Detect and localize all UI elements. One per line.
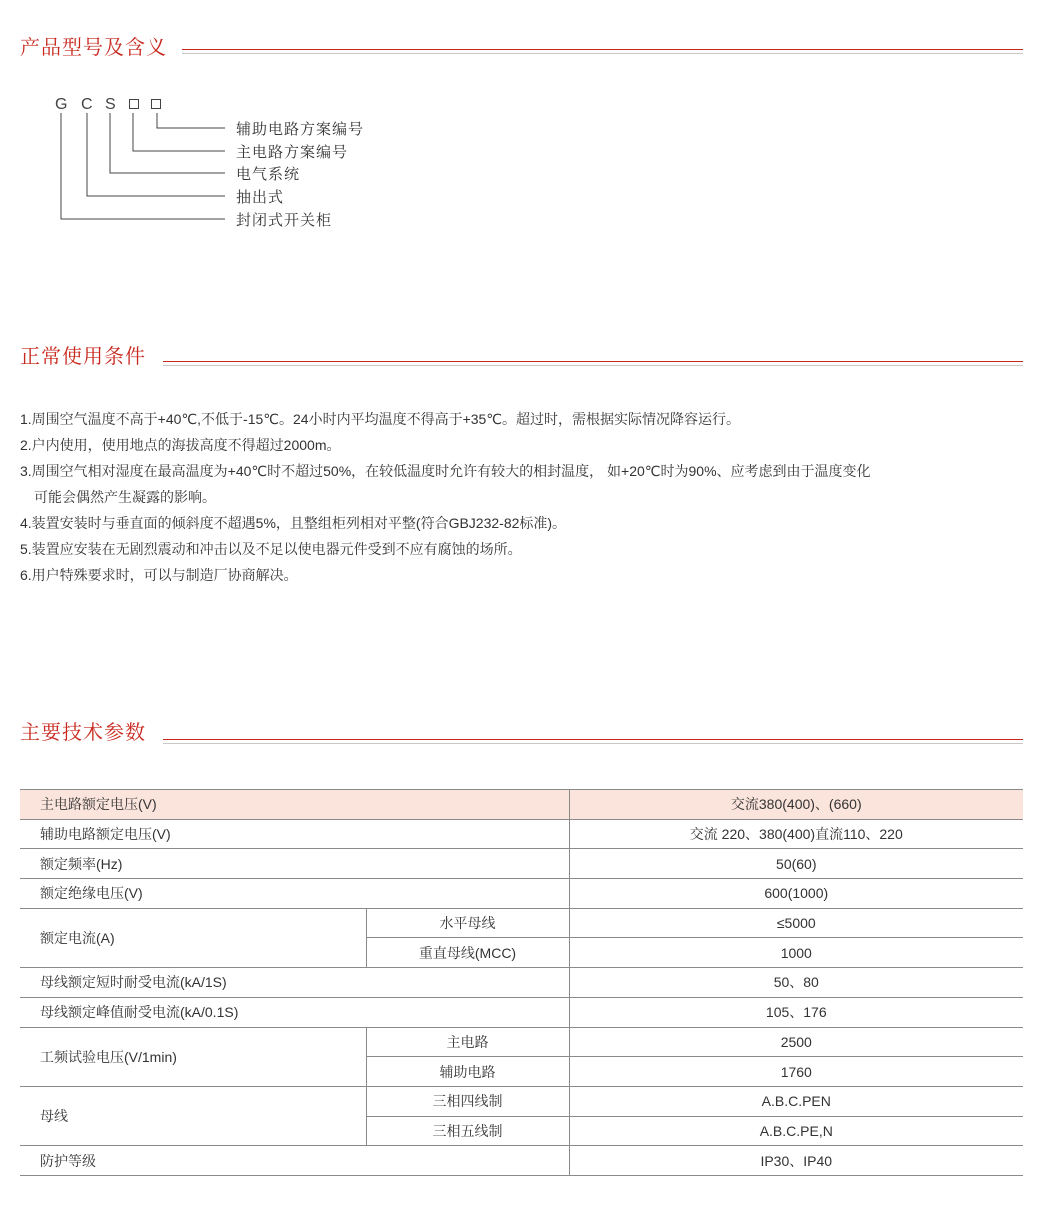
param-value: 1000 (569, 938, 1023, 968)
param-name: 主电路额定电压(V) (20, 790, 569, 820)
section-rule (163, 739, 1023, 744)
param-value: 1760 (569, 1057, 1023, 1087)
table-row (20, 879, 1023, 909)
table-row (20, 790, 1023, 820)
table-row (20, 1086, 1023, 1116)
param-name: 母线额定短时耐受电流(kA/1S) (20, 968, 569, 998)
section-title-params: 主要技术参数 (20, 720, 146, 744)
condition-item: 5.装置应安装在无剧烈震动和冲击以及不足以使电器元件受到不应有腐蚀的场所。 (20, 541, 522, 557)
table-row (20, 1027, 1023, 1057)
section-title-model: 产品型号及含义 (20, 35, 167, 59)
code-label-main-circuit: 主电路方案编号 (236, 143, 349, 161)
condition-item: 1.周围空气温度不高于+40℃,不低于-15℃。24小时内平均温度不得高于+35℃。超过时，需根据实际情况降容运行。 (20, 411, 741, 427)
param-name: 辅助电路额定电压(V) (20, 819, 569, 849)
table-row (20, 968, 1023, 998)
param-name: 额定电流(A) (20, 908, 366, 967)
param-name: 母线额定峰值耐受电流(kA/0.1S) (20, 997, 569, 1027)
param-name: 防护等级 (20, 1146, 569, 1176)
condition-item: 2.户内使用，使用地点的海拔高度不得超过2000m。 (20, 437, 341, 453)
params-table (20, 789, 1023, 1176)
param-value: 50(60) (569, 849, 1023, 879)
param-name: 母线 (20, 1086, 366, 1145)
section-title-conditions: 正常使用条件 (20, 344, 146, 368)
section-rule (182, 49, 1023, 54)
param-value: 交流 220、380(400)直流110、220 (569, 819, 1023, 849)
param-value: 105、176 (569, 997, 1023, 1027)
param-value: IP30、IP40 (569, 1146, 1023, 1176)
code-label-withdrawable: 抽出式 (236, 188, 285, 206)
table-row (20, 819, 1023, 849)
code-label-electrical-system: 电气系统 (236, 165, 301, 183)
code-connector-lines (0, 0, 240, 240)
conditions-list (20, 406, 1030, 588)
code-letter-s: S (105, 96, 116, 113)
param-value: 600(1000) (569, 879, 1023, 909)
param-sub: 三相五线制 (366, 1116, 569, 1146)
code-label-aux-circuit: 辅助电路方案编号 (236, 120, 365, 138)
param-sub: 三相四线制 (366, 1086, 569, 1116)
param-value: 50、80 (569, 968, 1023, 998)
condition-item: 4.装置安装时与垂直面的倾斜度不超遇5%，且整组柜列相对平整(符合GBJ232-82标准)。 (20, 515, 567, 531)
code-letter-g: G (55, 96, 68, 113)
param-value: A.B.C.PE,N (569, 1116, 1023, 1146)
param-value: 2500 (569, 1027, 1023, 1057)
code-label-enclosed-switchgear: 封闭式开关柜 (236, 211, 333, 229)
table-row (20, 849, 1023, 879)
param-name: 额定绝缘电压(V) (20, 879, 569, 909)
param-sub: 重直母线(MCC) (366, 938, 569, 968)
section-rule (163, 361, 1023, 366)
param-sub: 水平母线 (366, 908, 569, 938)
param-value: A.B.C.PEN (569, 1086, 1023, 1116)
param-sub: 主电路 (366, 1027, 569, 1057)
param-value: 交流380(400)、(660) (569, 790, 1023, 820)
param-name: 额定频率(Hz) (20, 849, 569, 879)
condition-item: 3.周围空气相对湿度在最高温度为+40℃时不超过50%，在较低温度时允许有较大的相封温度， 如+20℃时为90%、应考虑到由于温度变化 (20, 463, 871, 479)
table-row (20, 1146, 1023, 1176)
table-row (20, 908, 1023, 938)
table-row (20, 997, 1023, 1027)
param-value: ≤5000 (569, 908, 1023, 938)
param-name: 工频试验电压(V/1min) (20, 1027, 366, 1086)
code-letter-c: C (81, 96, 93, 113)
condition-item: 6.用户特殊要求时，可以与制造厂协商解决。 (20, 567, 298, 583)
param-sub: 辅助电路 (366, 1057, 569, 1087)
condition-item-continued: 可能会偶然产生凝露的影响。 (34, 489, 216, 505)
